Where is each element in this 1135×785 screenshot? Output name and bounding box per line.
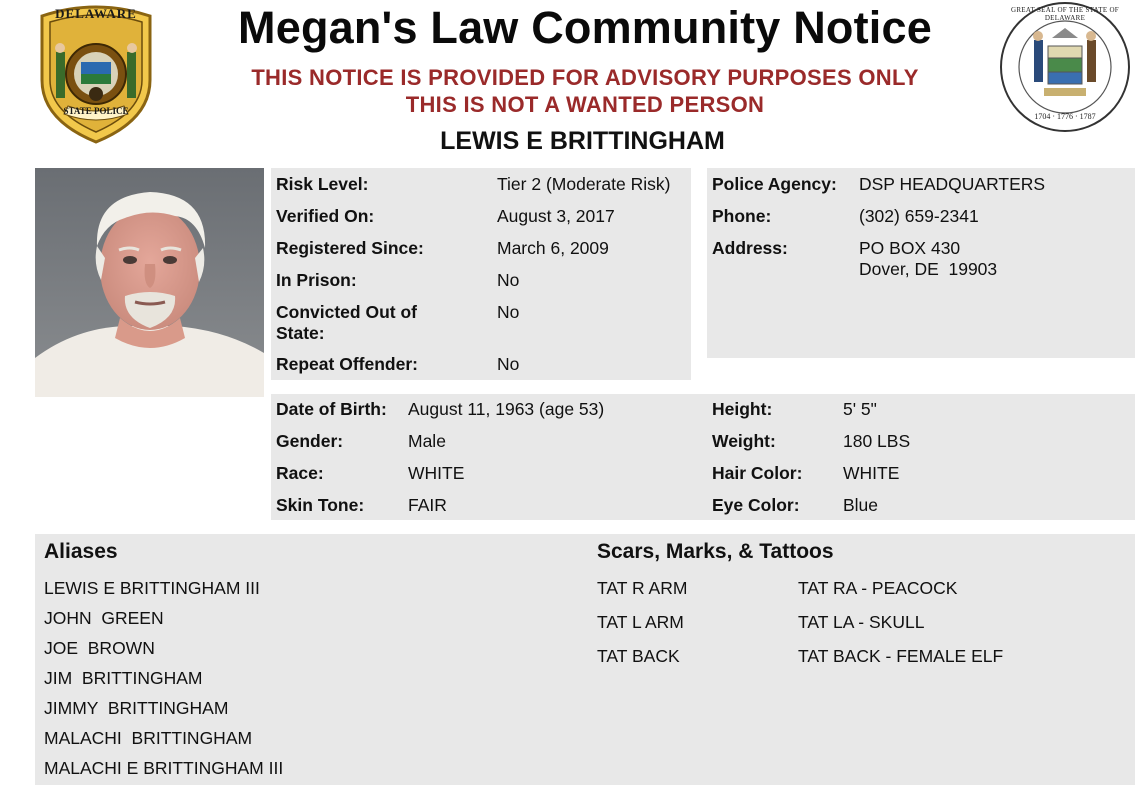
- offender-name: LEWIS E BRITTINGHAM: [440, 127, 725, 155]
- police-agency-label: Police Agency:: [712, 174, 837, 194]
- registered-label: Registered Since:: [276, 238, 424, 258]
- dob-value: August 11, 1963 (age 53): [408, 399, 605, 419]
- alias-item: LEWIS E BRITTINGHAM III: [44, 578, 260, 598]
- risk-level-label: Risk Level:: [276, 174, 369, 194]
- hair-color-label: Hair Color:: [712, 463, 803, 483]
- address-line1: PO BOX 430: [859, 238, 961, 258]
- seal-text: GREAT SEAL OF THE STATE OF DELAWARE: [1010, 6, 1120, 22]
- mark-description: TAT RA - PEACOCK: [798, 578, 958, 598]
- marks-heading: Scars, Marks, & Tattoos: [597, 540, 834, 563]
- repeat-offender-value: No: [497, 354, 520, 374]
- seal-years: 1704 · 1776 · 1787: [1034, 112, 1096, 121]
- convicted-label-line2: State:: [276, 323, 325, 343]
- convicted-label-line1: Convicted Out of: [276, 302, 417, 322]
- eye-color-label: Eye Color:: [712, 495, 800, 515]
- address-label: Address:: [712, 238, 788, 258]
- convicted-value: No: [497, 302, 520, 322]
- alias-item: JIM BRITTINGHAM: [44, 668, 203, 688]
- badge-bottom-text: STATE POLICE: [63, 106, 129, 116]
- badge-top-text: DELAWARE: [55, 6, 137, 21]
- race-value: WHITE: [408, 463, 465, 483]
- height-value: 5' 5": [843, 399, 877, 419]
- hair-color-value: WHITE: [843, 463, 900, 483]
- in-prison-label: In Prison:: [276, 270, 357, 290]
- dob-label: Date of Birth:: [276, 399, 387, 419]
- weight-value: 180 LBS: [843, 431, 911, 451]
- mark-description: TAT LA - SKULL: [798, 612, 925, 632]
- mark-code: TAT BACK: [597, 646, 680, 666]
- repeat-offender-label: Repeat Offender:: [276, 354, 418, 374]
- advisory-notice: THIS NOTICE IS PROVIDED FOR ADVISORY PURPOSES ONLY: [251, 65, 919, 90]
- alias-item: JOE BROWN: [44, 638, 155, 658]
- not-wanted-notice: THIS IS NOT A WANTED PERSON: [405, 92, 765, 117]
- height-label: Height:: [712, 399, 773, 419]
- risk-level-value: Tier 2 (Moderate Risk): [497, 174, 671, 194]
- mark-code: TAT R ARM: [597, 578, 688, 598]
- alias-item: MALACHI E BRITTINGHAM III: [44, 758, 284, 778]
- skin-tone-label: Skin Tone:: [276, 495, 365, 515]
- aliases-heading: Aliases: [44, 540, 118, 563]
- verified-value: August 3, 2017: [497, 206, 615, 226]
- in-prison-value: No: [497, 270, 520, 290]
- race-label: Race:: [276, 463, 324, 483]
- physical-panel: [271, 394, 1135, 520]
- verified-label: Verified On:: [276, 206, 375, 226]
- alias-item: JIMMY BRITTINGHAM: [44, 698, 229, 718]
- police-agency-value: DSP HEADQUARTERS: [859, 174, 1046, 194]
- mark-description: TAT BACK - FEMALE ELF: [798, 646, 1004, 666]
- phone-label: Phone:: [712, 206, 772, 226]
- mark-code: TAT L ARM: [597, 612, 684, 632]
- phone-value: (302) 659-2341: [859, 206, 979, 226]
- address-line2: Dover, DE 19903: [859, 259, 998, 279]
- page-title: Megan's Law Community Notice: [238, 2, 932, 53]
- alias-item: JOHN GREEN: [44, 608, 164, 628]
- alias-item: MALACHI BRITTINGHAM: [44, 728, 253, 748]
- weight-label: Weight:: [712, 431, 776, 451]
- eye-color-value: Blue: [843, 495, 879, 515]
- gender-label: Gender:: [276, 431, 344, 451]
- offender-photo: [35, 168, 264, 397]
- registered-value: March 6, 2009: [497, 238, 609, 258]
- skin-tone-value: FAIR: [408, 495, 447, 515]
- gender-value: Male: [408, 431, 446, 451]
